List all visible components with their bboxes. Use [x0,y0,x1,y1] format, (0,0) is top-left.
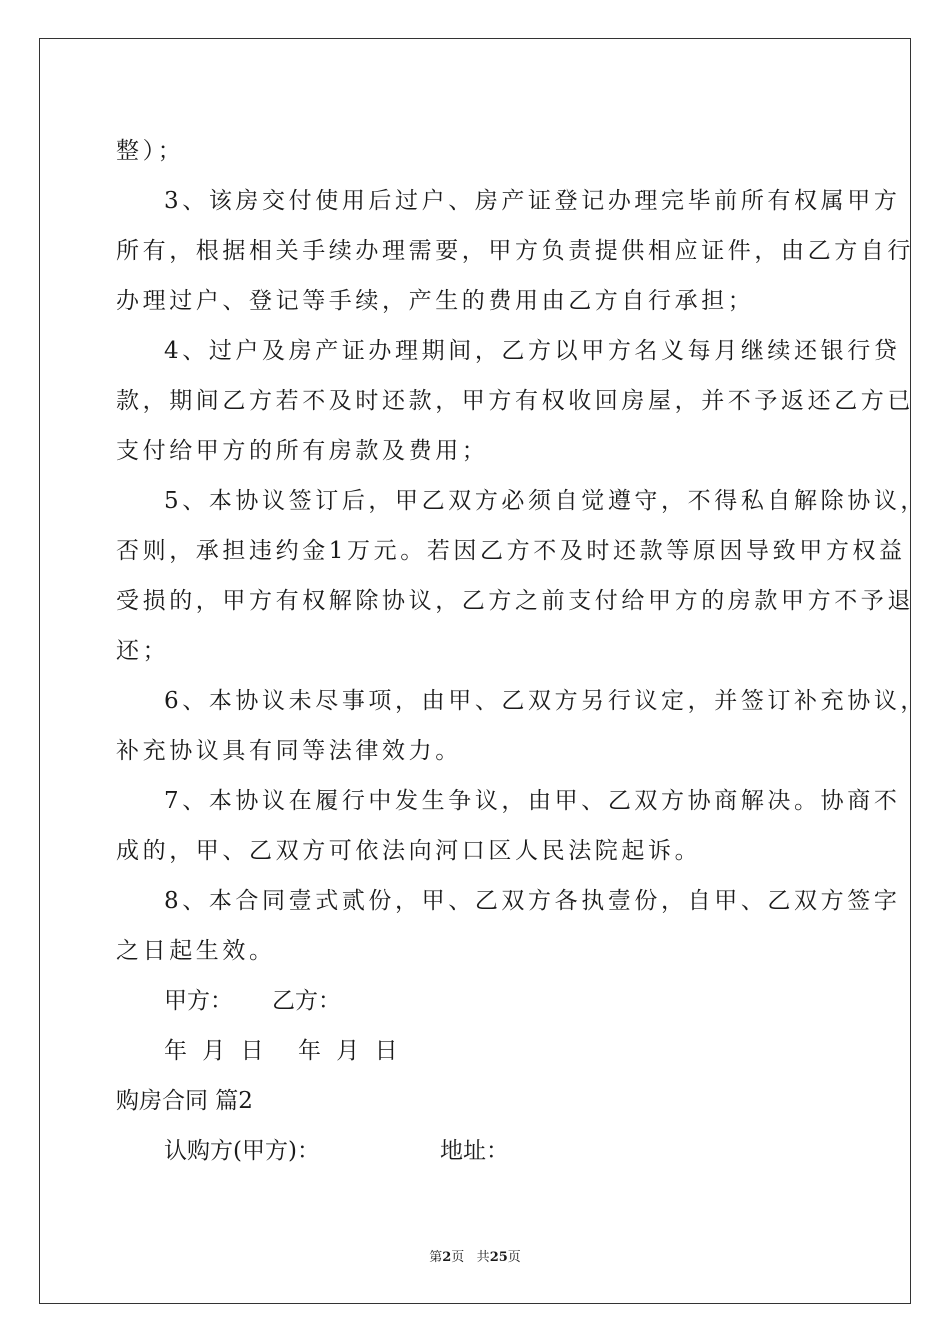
signature-dates-row [116,1026,856,1076]
text-line: 款，期间乙方若不及时还款，甲方有权收回房屋，并不予返还乙方已 [116,388,914,414]
party-a-date: 年 月 日 [164,1038,268,1064]
text-line: 否则，承担违约金1万元。若因乙方不及时还款等原因导致甲方权益 [116,538,906,564]
buyer-row [116,1126,856,1176]
text-line: 6、本协议未尽事项，由甲、乙双方另行议定，并签订补充协议， [164,688,928,714]
text-line: 支付给甲方的所有房款及费用； [116,438,489,464]
text-line: 受损的，甲方有权解除协议，乙方之前支付给甲方的房款甲方不予退 [116,588,914,614]
signature-parties-row [116,976,856,1026]
text-line: 整）； [116,138,185,164]
footer-total-pages: 25 [489,1250,508,1265]
page-footer [0,1246,950,1265]
document-body [116,126,928,1176]
text-line: 之日起生效。 [116,938,276,964]
text-line: 3、该房交付使用后过户、房产证登记办理完毕前所有权属甲方 [164,188,901,214]
footer-prefix: 第 [429,1250,443,1265]
footer-total-unit: 页 [507,1250,521,1265]
footer-total-prefix: 共 [476,1250,490,1265]
buyer-label: 认购方(甲方)： [164,1138,320,1164]
text-line: 还； [116,638,170,664]
text-line: 所有，根据相关手续办理需要，甲方负责提供相应证件，由乙方自行 [116,238,914,264]
footer-page-unit: 页 [451,1250,465,1265]
section-title: 购房合同 篇2 [116,1088,253,1114]
section-title-row [116,1076,856,1126]
paragraph-lines [116,126,928,976]
text-line: 成的，甲、乙双方可依法向河口区人民法院起诉。 [116,838,702,864]
party-a-label: 甲方： [164,988,233,1014]
text-line: 5、本协议签订后，甲乙双方必须自觉遵守，不得私自解除协议， [164,488,928,514]
text-line: 8、本合同壹式贰份，甲、乙双方各执壹份，自甲、乙双方签字 [164,888,901,914]
text-line: 4、过户及房产证办理期间，乙方以甲方名义每月继续还银行贷 [164,338,901,364]
text-line: 补充协议具有同等法律效力。 [116,738,462,764]
party-b-label: 乙方： [272,988,341,1014]
text-line: 办理过户、登记等手续，产生的费用由乙方自行承担； [116,288,755,314]
text-line: 7、本协议在履行中发生争议，由甲、乙双方协商解决。协商不 [164,788,901,814]
address-label: 地址： [440,1138,509,1164]
footer-current-page: 2 [442,1250,452,1265]
party-b-date: 年 月 日 [298,1038,402,1064]
